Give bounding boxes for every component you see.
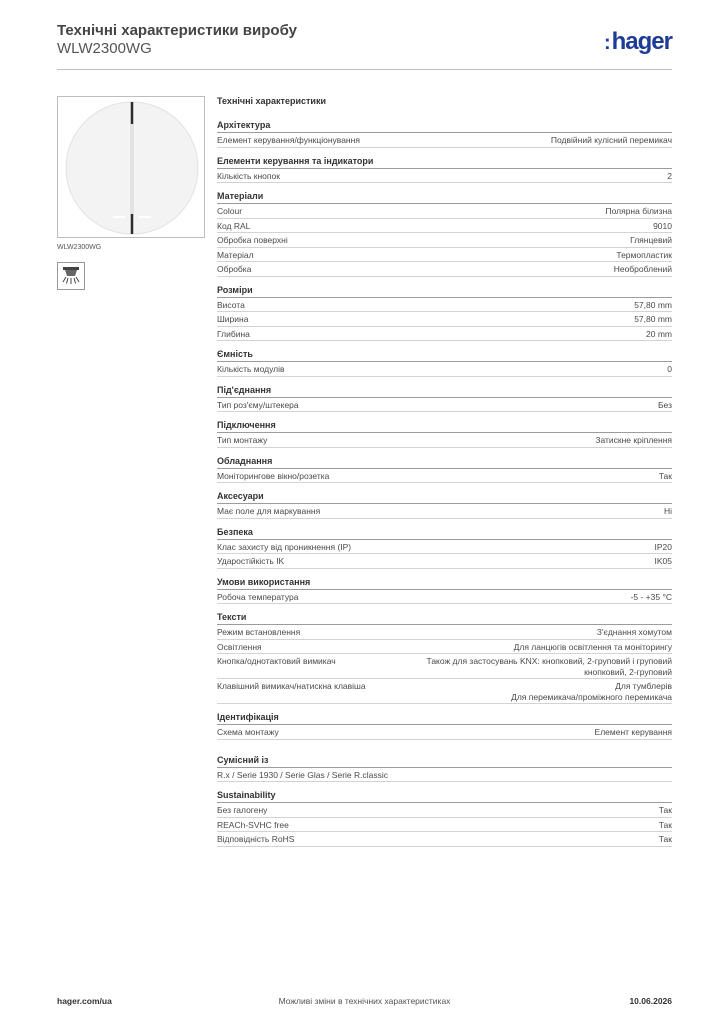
spec-group [217,155,672,184]
spec-row [217,398,672,413]
spec-value: -5 - +35 °C [630,591,672,602]
spec-value: IP20 [654,541,672,552]
spec-row [217,312,672,327]
spec-label: Матеріал [217,249,254,260]
spec-group-title: Тексти [217,611,672,625]
spec-value: Необроблений [613,264,672,274]
spec-row [217,233,672,248]
spec-label: Обробка поверхні [217,235,288,245]
spec-label: Висота [217,299,245,310]
spec-label: Кнопка/однотактовий вимикач [217,656,336,666]
spec-label: Тип роз'єму/штекера [217,399,299,410]
specifications-title: Технічні характеристики [217,96,326,106]
spec-group [217,190,672,277]
page-header [57,22,672,66]
hager-logo [604,28,672,56]
spec-group [217,526,672,569]
spec-label: Елемент керування/функціонування [217,135,360,145]
spec-row [217,169,672,184]
spec-row [217,433,672,448]
spec-label: Без галогену [217,805,268,815]
spec-value: Так [658,834,672,844]
spec-value: Затискне кріплення [595,435,672,445]
spec-row [217,625,672,640]
spec-group-title: Матеріали [217,190,672,204]
spec-group-title: Sustainability [217,789,672,803]
spec-row [217,362,672,377]
spec-group-title: Ідентифікація [217,711,672,725]
spec-label: Код RAL [217,220,251,231]
spec-group-title: Аксесуари [217,490,672,504]
spec-label: Кількість кнопок [217,170,280,181]
lamp-light-icon [57,262,85,290]
spec-group-title: Ємність [217,348,672,362]
spec-groups [217,119,672,847]
spec-label: R.x / Serie 1930 / Serie Glas / Serie R.classic [217,769,389,780]
spec-label: Відповідність RoHS [217,834,295,844]
spec-group-title: Безпека [217,526,672,540]
spec-value: Елемент керування [594,727,672,737]
spec-value: Так [658,470,672,481]
spec-row [217,640,672,655]
spec-group [217,455,672,484]
spec-label: Освітлення [217,641,262,652]
spec-row [217,768,672,783]
spec-group [217,711,672,740]
spec-value: IK05 [654,556,672,566]
spec-value: 20 mm [646,328,672,339]
spec-group [217,490,672,519]
spec-row [217,540,672,555]
switch-product-icon [58,97,205,238]
spec-row [217,679,672,704]
spec-label: Ударостійкість IK [217,556,285,566]
footer-website[interactable]: hager.com/ua [57,996,112,1006]
spec-row [217,818,672,833]
spec-group-title: Умови використання [217,576,672,590]
spec-value: З'єднання хомутом [596,627,672,637]
spec-group [217,348,672,377]
spec-label: Colour [217,206,243,216]
spec-row [217,554,672,569]
spec-value: Ні [663,506,672,516]
spec-row [217,803,672,818]
document-title: Технічні характеристики виробу [57,22,297,39]
spec-value: 9010 [653,220,672,231]
spec-value: Для тумблерів Для перемикача/проміжного перемикача [511,681,672,702]
spec-value: 0 [667,364,672,374]
spec-group-title: Під'єднання [217,384,672,398]
spec-row [217,298,672,313]
footer-disclaimer: Можливі зміни в технічних характеристиках [278,996,451,1006]
spec-group [217,419,672,448]
spec-row [217,133,672,148]
spec-value: Термопластик [616,249,672,260]
spec-value: Подвійний кулісний перемикач [550,135,672,145]
spec-group-title: Елементи керування та індикатори [217,155,672,169]
spec-value: Так [658,819,672,830]
spec-group [217,576,672,605]
product-code: WLW2300WG [57,40,152,57]
product-caption: WLW2300WG [57,244,102,251]
spec-group [217,284,672,342]
spec-row [217,469,672,484]
spec-label: Схема монтажу [217,727,279,737]
spec-row [217,504,672,519]
spec-group-title: Обладнання [217,455,672,469]
spec-row [217,327,672,342]
spec-label: Клас захисту від проникнення (IP) [217,541,352,552]
spec-label: Кількість модулів [217,364,285,374]
spec-row [217,219,672,234]
spec-label: Має поле для маркування [217,506,321,516]
spec-row [217,204,672,219]
spec-value: Для ланцюгів освітлення та моніторингу [513,641,672,652]
spec-label: Режим встановлення [217,627,301,637]
spec-label: Глибина [217,328,250,339]
product-image [57,96,205,238]
logo-text: hager [611,28,672,55]
spec-group [217,384,672,413]
spec-group [217,611,672,704]
spec-label: Тип монтажу [217,435,268,445]
spec-row [217,590,672,605]
spec-group-title: Розміри [217,284,672,298]
spec-label: Обробка [217,264,252,274]
spec-label: Ширина [217,314,249,324]
specifications [217,94,672,854]
spec-row [217,654,672,679]
logo-colon-icon: : [603,32,611,54]
spec-value: 2 [667,170,672,181]
spec-label: Робоча температура [217,591,299,602]
spec-value: Без [657,399,672,410]
spec-group [217,754,672,783]
spec-group [217,119,672,148]
spec-group [217,789,672,847]
spec-row [217,262,672,277]
footer-date: 10.06.2026 [629,996,672,1006]
spec-group-title: Архітектура [217,119,672,133]
spec-value: 57,80 mm [634,314,672,324]
header-divider [57,69,672,70]
spec-value: Також для застосувань KNX: кнопковий, 2-груповий і груповий кнопковий, 2-груповий [426,656,672,677]
spec-label: Клавішний вимикач/натискна клавіша [217,681,366,691]
spec-value: Глянцевий [630,235,672,245]
spec-row [217,725,672,740]
spec-label: Моніторингове вікно/розетка [217,470,330,481]
spec-value: Так [658,805,672,815]
spec-row [217,832,672,847]
spec-row [217,248,672,263]
spec-group-title: Підключення [217,419,672,433]
spec-value: 57,80 mm [634,299,672,310]
spec-value: Полярна білизна [605,206,672,216]
spec-label: REACh-SVHC free [217,819,289,830]
spec-group-title: Сумісний із [217,754,672,768]
